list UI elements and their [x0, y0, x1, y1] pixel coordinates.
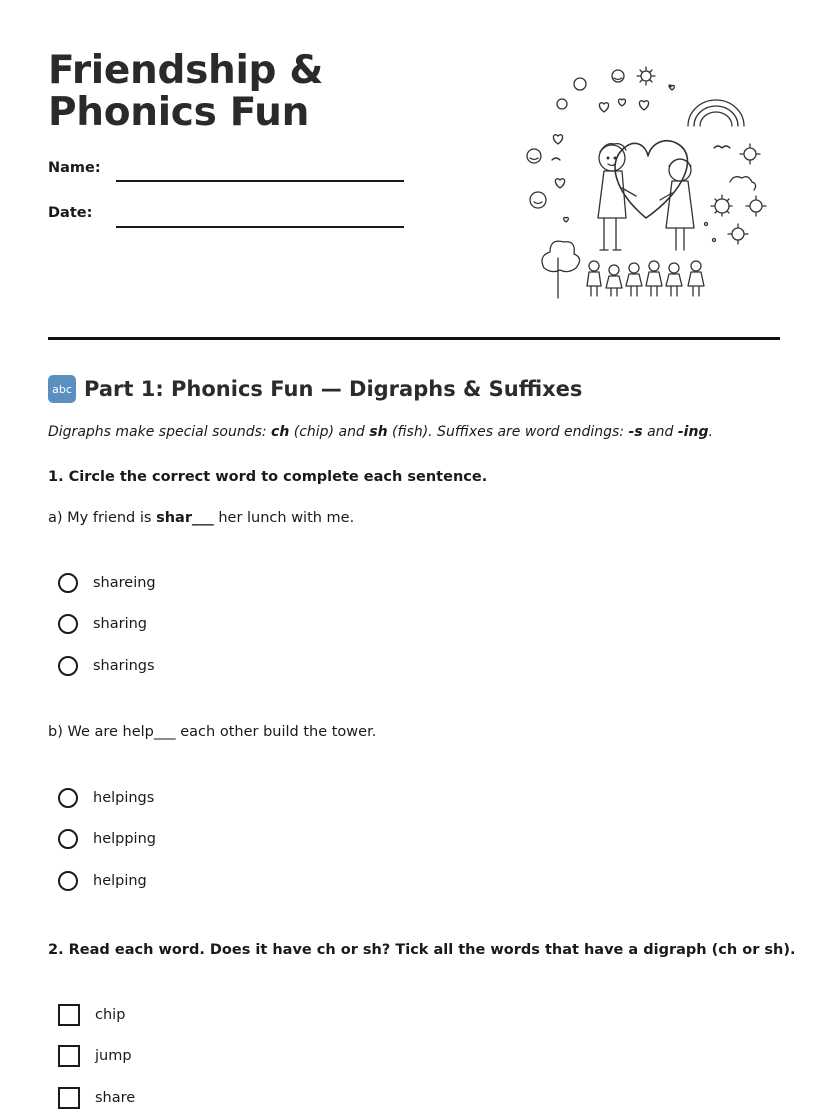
option-1a-1[interactable] [58, 571, 156, 595]
radio-circle[interactable] [58, 871, 78, 891]
checkbox[interactable] [58, 1004, 80, 1026]
smiley-icons [527, 70, 624, 208]
question-2-heading: 2. Read each word. Does it have ch or sh? Tick all the words that have a digraph (ch or sh). [48, 942, 796, 958]
friendship-illustration [518, 58, 780, 304]
question-1b-sentence: b) We are help___ each other build the tower. [48, 724, 377, 740]
checkbox-label: chip [95, 1007, 126, 1023]
small-children-row [587, 261, 704, 296]
question-1-heading: 1. Circle the correct word to complete each sentence. [48, 469, 488, 485]
checkbox-label: jump [95, 1048, 132, 1064]
checkbox[interactable] [58, 1045, 80, 1067]
checkbox-item-2[interactable] [58, 1044, 132, 1068]
radio-circle[interactable] [58, 614, 78, 634]
radio-circle[interactable] [58, 788, 78, 808]
heart-icon [615, 141, 687, 218]
name-line[interactable] [116, 180, 404, 182]
cloud-icon [730, 177, 756, 190]
option-label: shareing [93, 575, 156, 591]
part1-title: Part 1: Phonics Fun — Digraphs & Suffixes [84, 377, 583, 401]
date-label: Date: [48, 205, 93, 221]
question-1a-sentence: a) My friend is shar___ her lunch with me. [48, 510, 355, 526]
part1-heading [48, 374, 582, 404]
radio-circle[interactable] [58, 573, 78, 593]
option-1b-1[interactable] [58, 786, 154, 810]
option-1b-3[interactable] [58, 869, 147, 893]
part1-intro: Digraphs make special sounds: ch (chip) and sh (fish). Suffixes are word endings: -s and -ing. [48, 424, 713, 440]
name-label: Name: [48, 160, 101, 176]
rainbow-icon [688, 100, 744, 126]
option-label: helpping [93, 831, 156, 847]
checkbox-item-1[interactable] [58, 1003, 125, 1027]
checkbox-label: share [95, 1090, 136, 1106]
date-line[interactable] [116, 226, 404, 228]
option-label: sharing [93, 616, 148, 632]
child-figure-left [598, 144, 636, 250]
option-1a-3[interactable] [58, 654, 155, 678]
option-label: sharings [93, 658, 155, 674]
option-label: helpings [93, 790, 155, 806]
radio-circle[interactable] [58, 829, 78, 849]
tree-icon [542, 241, 580, 298]
sun-icons [637, 67, 766, 244]
option-1a-2[interactable] [58, 612, 147, 636]
abc-icon: abc [48, 375, 76, 403]
header-divider [48, 337, 780, 340]
small-heart-icons [553, 85, 674, 222]
option-label: helping [93, 873, 147, 889]
bird-icon [714, 146, 730, 148]
checkbox-item-3[interactable] [58, 1086, 135, 1110]
child-figure-right [660, 159, 694, 250]
option-1b-2[interactable] [58, 827, 156, 851]
worksheet-title: Friendship & Phonics Fun [48, 48, 324, 135]
checkbox[interactable] [58, 1087, 80, 1109]
radio-circle[interactable] [58, 656, 78, 676]
